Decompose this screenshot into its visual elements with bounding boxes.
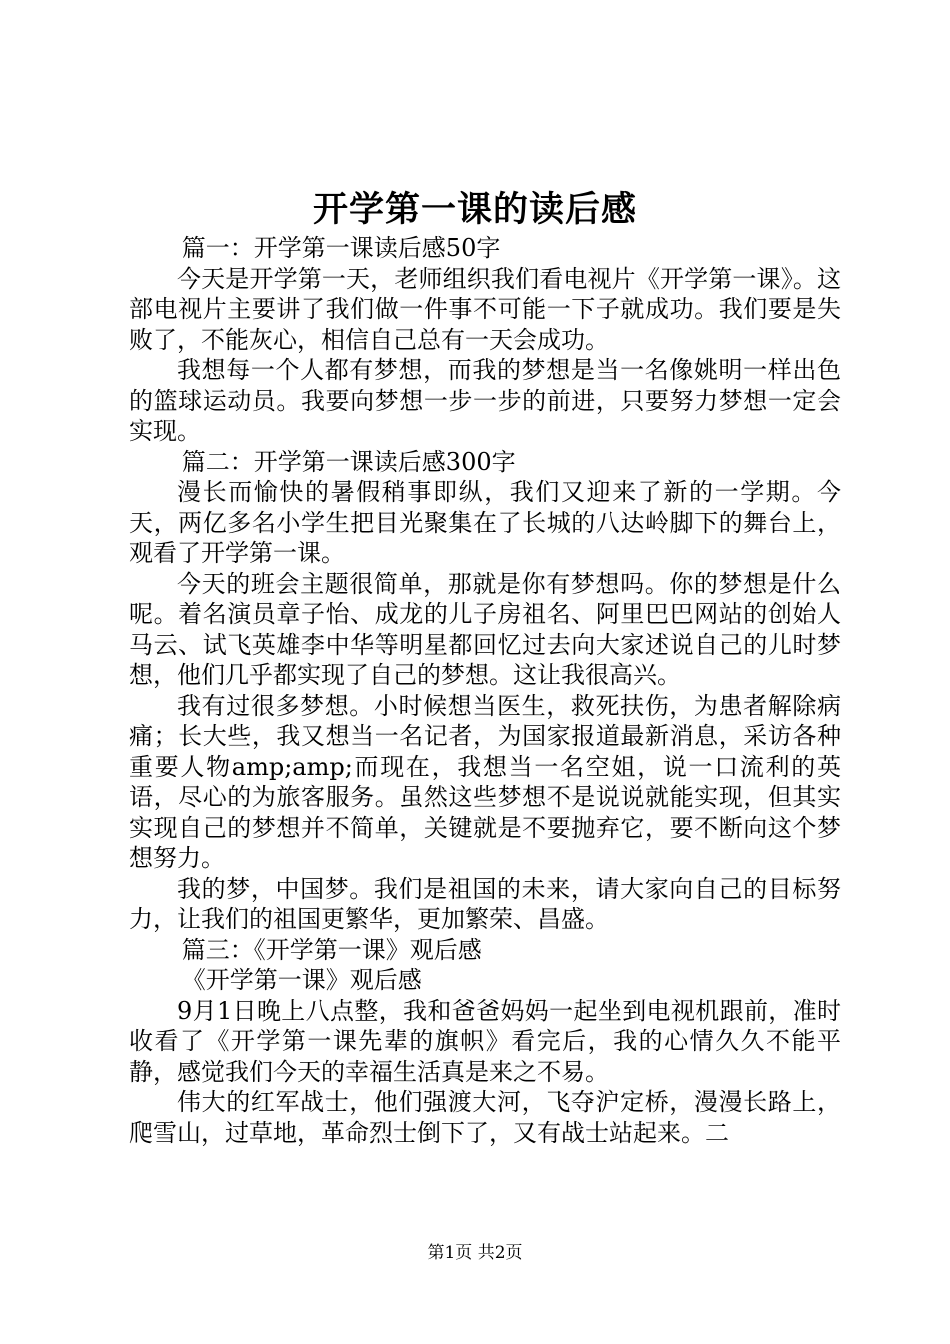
body-paragraph: 我有过很多梦想。小时候想当医生，救死扶伤，为患者解除病痛；长大些，我又想当一名记者，为国家报道最新消息，采访各种重要人物amp;amp;而现在，我想当一名空姐，说一口流利的英语，尽心的为旅客服务。虽然这些梦想不是说说就能实现，但其实实现自己的梦想并不简单，关键就是不要抛弃它，要不断向这个梦想努力。 <box>129 691 841 872</box>
body-paragraph: 伟大的红军战士，他们强渡大河，飞夺沪定桥，漫漫长路上，爬雪山，过草地，革命烈士倒下了，又有战士站起来。二 <box>129 1088 841 1147</box>
section-heading: 篇二：开学第一课读后感300字 <box>181 447 516 476</box>
document-title: 开学第一课的读后感 <box>312 189 637 230</box>
body-paragraph: 漫长而愉快的暑假稍事即纵，我们又迎来了新的一学期。今天，两亿多名小学生把目光聚集在了长城的八达岭脚下的舞台上，观看了开学第一课。 <box>129 478 841 567</box>
body-paragraph: 我的梦，中国梦。我们是祖国的未来，请大家向自己的目标努力，让我们的祖国更繁华，更加繁荣、昌盛。 <box>129 874 841 933</box>
page-number-footer: 第1页 共2页 <box>427 1243 523 1263</box>
body-paragraph: 今天是开学第一天，老师组织我们看电视片《开学第一课》。这部电视片主要讲了我们做一件事不可能一下子就成功。我们要是失败了，不能灰心，相信自己总有一天会成功。 <box>129 264 841 354</box>
body-paragraph: 我想每一个人都有梦想，而我的梦想是当一名像姚明一样出色的篮球运动员。我要向梦想一步一步的前进，只要努力梦想一定会实现。 <box>129 356 841 445</box>
section-heading: 《开学第一课》观后感 <box>181 966 422 994</box>
body-paragraph: 今天的班会主题很简单，那就是你有梦想吗。你的梦想是什么呢。着名演员章子怡、成龙的儿子房祖名、阿里巴巴网站的创始人马云、试飞英雄李中华等明星都回忆过去向大家述说自己的儿时梦想，他们几乎都实现了自己的梦想。这让我很高兴。 <box>129 569 841 689</box>
section-heading: 篇三：《开学第一课》观后感 <box>181 935 482 964</box>
body-paragraph: 9月1日晚上八点整，我和爸爸妈妈一起坐到电视机跟前，准时收看了《开学第一课先辈的旗帜》看完后，我的心情久久不能平静，感觉我们今天的幸福生活真是来之不易。 <box>129 996 841 1086</box>
section-heading: 篇一：开学第一课读后感50字 <box>181 234 501 262</box>
document-body <box>129 233 841 1148</box>
